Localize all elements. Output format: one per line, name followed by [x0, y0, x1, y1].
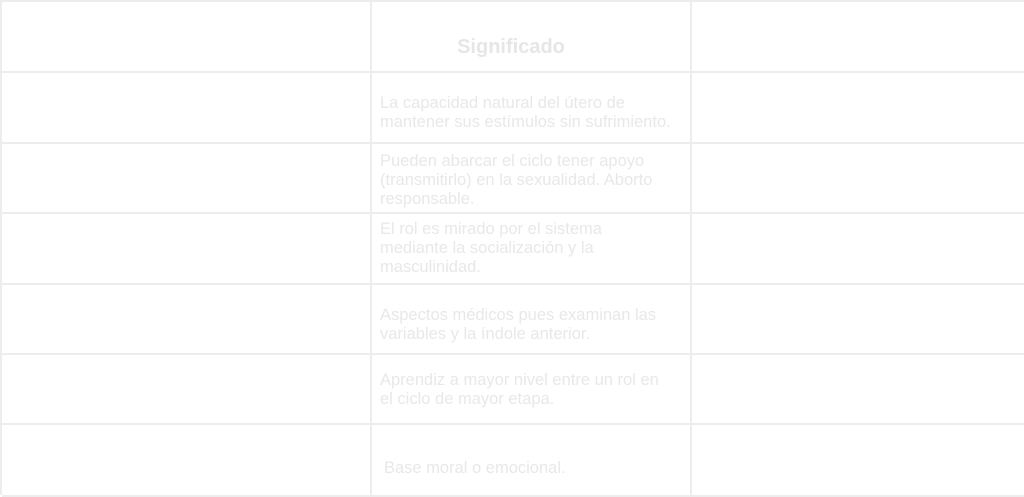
row2-col3-cell — [692, 144, 1024, 214]
row1-significado-cell: La capacidad natural del útero de mantener sus estímulos sin sufrimiento. — [372, 73, 692, 144]
row2-col1-cell — [2, 144, 372, 214]
row3-significado-cell: El rol es mirado por el sistema mediante la socialización y la masculinidad. — [372, 214, 692, 285]
row5-significado-cell: Aprendiz a mayor nivel entre un rol en el ciclo de mayor etapa. — [372, 355, 692, 425]
row4-col1-cell — [2, 285, 372, 355]
row6-col3-cell — [692, 425, 1024, 497]
row5-col1-cell — [2, 355, 372, 425]
header-cell-col3 — [692, 2, 1024, 73]
row6-significado-cell: Base moral o emocional. — [372, 425, 692, 497]
row6-col1-cell — [2, 425, 372, 497]
row1-col1-cell — [2, 73, 372, 144]
row1-col3-cell — [692, 73, 1024, 144]
row4-significado-cell: Aspectos médicos pues examinan las variables y la índole anterior. — [372, 285, 692, 355]
header-cell-significado: Significado — [372, 2, 692, 73]
header-cell-col1 — [2, 2, 372, 73]
row2-significado-cell: Pueden abarcar el ciclo tener apoyo (transmitirlo) en la sexualidad. Aborto responsable. — [372, 144, 692, 214]
row5-col3-cell — [692, 355, 1024, 425]
row3-col3-cell — [692, 214, 1024, 285]
row3-col1-cell — [2, 214, 372, 285]
row4-col3-cell — [692, 285, 1024, 355]
